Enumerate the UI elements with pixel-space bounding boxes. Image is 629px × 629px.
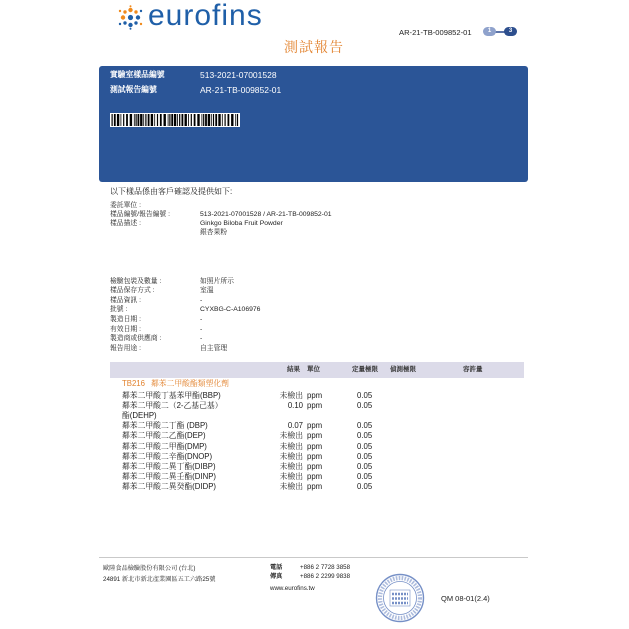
barcode-bar xyxy=(191,114,192,126)
analyte-result: 未檢出 xyxy=(279,481,303,491)
analyte-loq: 0.05 xyxy=(357,451,373,461)
detail-field-label: 樣品保存方式 : xyxy=(110,287,155,295)
detail-field-label: 製造商或供應商 : xyxy=(110,335,162,343)
barcode-bar xyxy=(160,114,162,126)
barcode-bar xyxy=(138,114,140,126)
barcode-bar xyxy=(213,114,214,126)
report-reference: AR-21-TB-009852-01 xyxy=(399,27,472,37)
analyte-unit: ppm xyxy=(307,431,323,441)
detail-field-label: 批號 : xyxy=(110,306,128,314)
analyte-unit: ppm xyxy=(307,471,323,481)
barcode-bar xyxy=(171,114,173,126)
detail-field-value: CYXBG-C-A106976 xyxy=(200,306,261,314)
barcode-bar xyxy=(188,114,189,126)
analyte-loq: 0.05 xyxy=(357,471,373,481)
detail-field-label: 報告用途 : xyxy=(110,344,141,352)
analyte-result: 未檢出 xyxy=(279,461,303,471)
barcode-bar xyxy=(114,114,116,126)
detail-field-value: - xyxy=(200,296,203,304)
barcode-bar xyxy=(157,114,158,126)
barcode-bar xyxy=(197,114,199,126)
barcode xyxy=(110,113,240,127)
logo-dots-icon xyxy=(117,5,144,30)
analyte-loq: 0.05 xyxy=(357,431,373,441)
barcode-bar xyxy=(112,114,113,126)
detail-field-label: 製造日期 : xyxy=(110,315,141,323)
sample-field-value: Ginkgo Biloba Fruit Powder xyxy=(200,219,283,227)
lab-sample-label: 實驗室樣品編號 xyxy=(110,70,165,79)
results-table-header xyxy=(110,362,524,378)
sample-intro: 以下樣品係由客戶確認及提供如下: xyxy=(110,187,233,196)
barcode-bar xyxy=(194,114,196,126)
report-number-value: AR-21-TB-009852-01 xyxy=(200,85,282,95)
analyte-name: 鄰苯二甲酸二乙酯(DEP) xyxy=(122,431,206,441)
barcode-bar xyxy=(136,114,137,126)
barcode-bar xyxy=(134,114,135,126)
method-name: 鄰苯二甲酸酯類塑化劑 xyxy=(151,379,229,388)
barcode-bar xyxy=(231,114,233,126)
sample-field-label: 委託單位 : xyxy=(110,201,141,209)
barcode-bar xyxy=(179,114,180,126)
barcode-bar xyxy=(130,114,132,126)
barcode-bar xyxy=(177,114,178,126)
detail-field-label: 有效日期 : xyxy=(110,325,141,333)
barcode-bar xyxy=(168,114,169,126)
detail-field-value: - xyxy=(200,335,203,343)
barcode-bar xyxy=(228,114,230,126)
analyte-unit: ppm xyxy=(307,461,323,471)
column-header-unit: 單位 xyxy=(307,366,320,373)
analyte-unit: ppm xyxy=(307,441,323,451)
sample-field-label: 樣品描述 : xyxy=(110,219,141,227)
detail-field-value: - xyxy=(200,315,203,323)
sample-field-label: 樣品編號/報告編號 : xyxy=(110,210,171,218)
barcode-bar xyxy=(205,114,207,126)
barcode-bar xyxy=(154,114,155,126)
analyte-result: 0.07 xyxy=(287,421,303,431)
barcode-bar xyxy=(123,114,124,126)
analyte-result: 0.10 xyxy=(287,401,303,411)
barcode-bar xyxy=(202,114,203,126)
analyte-loq: 0.05 xyxy=(357,391,373,400)
barcode-bar xyxy=(211,114,212,126)
page-current-badge: 1 xyxy=(483,27,496,36)
barcode-bar xyxy=(237,114,238,126)
footer-fax: +886 2 2299 9838 xyxy=(300,573,351,580)
logo-wordmark: eurofins xyxy=(148,0,263,32)
analyte-unit: ppm xyxy=(307,451,323,461)
analyte-loq: 0.05 xyxy=(357,481,373,491)
barcode-bar xyxy=(225,114,226,126)
column-header-result: 結果 xyxy=(287,366,300,373)
barcode-bar xyxy=(182,114,184,126)
analyte-result: 未檢出 xyxy=(279,451,303,461)
page-total-badge: 3 xyxy=(504,27,517,36)
method-code: TB216 xyxy=(122,379,145,388)
barcode-bar xyxy=(222,114,223,126)
page-indicator xyxy=(483,27,518,36)
barcode-graphic xyxy=(110,113,240,127)
analyte-unit: ppm xyxy=(307,421,323,431)
barcode-bar xyxy=(164,114,166,126)
barcode-bar xyxy=(235,114,236,126)
barcode-bar xyxy=(145,114,146,126)
barcode-bar xyxy=(121,114,122,126)
footer-fax-label: 傳真 xyxy=(270,573,283,580)
report-id-banner xyxy=(99,66,528,182)
analyte-result: 未檢出 xyxy=(279,441,303,451)
form-code: QM 08-01(2.4) xyxy=(441,593,490,603)
analyte-name: 鄰苯二甲酸二異癸酯(DIDP) xyxy=(122,481,216,491)
footer-address: 24891 新北市新北產業園區五工六路25號 xyxy=(103,576,216,583)
analyte-name: 鄰苯二甲酸二丁酯 (DBP) xyxy=(122,421,208,431)
footer-phone-label: 電話 xyxy=(270,564,283,571)
detail-field-value: - xyxy=(200,325,203,333)
analyte-result: 未檢出 xyxy=(279,471,303,481)
detail-field-value: 如照片所示 xyxy=(200,277,234,285)
barcode-bar xyxy=(215,114,217,126)
eurofins-logo xyxy=(117,0,269,33)
barcode-bar xyxy=(203,114,204,126)
analyte-loq: 0.05 xyxy=(357,441,373,451)
sample-field-value: 513-2021-07001528 / AR-21-TB-009852-01 xyxy=(200,210,332,218)
analyte-loq: 0.05 xyxy=(357,421,373,431)
analyte-name: 鄰苯二甲酸二甲酯(DMP) xyxy=(122,441,207,451)
column-header-limit: 容許量 xyxy=(463,366,483,373)
analyte-result: 未檢出 xyxy=(279,431,303,441)
analyte-unit: ppm xyxy=(307,401,323,411)
barcode-bar xyxy=(174,114,176,126)
barcode-bar xyxy=(151,114,153,126)
column-header-loq: 定量極限 xyxy=(352,366,378,373)
footer-divider xyxy=(99,557,528,558)
detail-field-value: 自主管理 xyxy=(200,344,228,352)
report-number-label: 測試報告編號 xyxy=(110,85,157,94)
analyte-loq: 0.05 xyxy=(357,461,373,471)
barcode-bar xyxy=(117,114,119,126)
barcode-bar xyxy=(126,114,128,126)
detail-field-value: 室溫 xyxy=(200,287,214,295)
sample-field-value-line2: 銀杏果粉 xyxy=(200,228,228,236)
footer-website: www.eurofins.tw xyxy=(270,585,315,592)
footer-company: 歐陸食品檢驗股份有限公司 (台北) xyxy=(103,565,196,572)
barcode-bar xyxy=(140,114,142,126)
analyte-unit: ppm xyxy=(307,481,323,491)
seal-stamp xyxy=(375,573,425,623)
analyte-name-line2: 酯(DEHP) xyxy=(122,411,157,421)
analyte-unit: ppm xyxy=(307,391,323,400)
analyte-result: 未檢出 xyxy=(279,391,303,400)
analyte-name: 鄰苯二甲酸二（2-乙基己基） xyxy=(122,401,223,411)
barcode-bar xyxy=(218,114,220,126)
barcode-bar xyxy=(208,114,210,126)
analyte-name: 鄰苯二甲酸二異壬酯(DINP) xyxy=(122,471,216,481)
analyte-name: 鄰苯二甲酸二異丁酯(DIBP) xyxy=(122,461,216,471)
barcode-bar xyxy=(143,114,144,126)
barcode-bar xyxy=(185,114,187,126)
analyte-name: 鄰苯二甲酸丁基苯甲酯(BBP) xyxy=(122,391,221,400)
analyte-name: 鄰苯二甲酸二辛酯(DNOP) xyxy=(122,451,213,461)
barcode-bar xyxy=(169,114,170,126)
column-header-lod: 偵測極限 xyxy=(390,366,416,373)
page-title: 測試報告 xyxy=(284,39,344,55)
barcode-bar xyxy=(148,114,150,126)
analyte-loq: 0.05 xyxy=(357,401,373,411)
footer-phone: +886 2 7728 3858 xyxy=(300,564,351,571)
lab-sample-value: 513-2021-07001528 xyxy=(200,70,277,80)
detail-field-label: 檢驗包裝及數量 : xyxy=(110,277,162,285)
detail-field-label: 樣品資訊 : xyxy=(110,296,141,304)
